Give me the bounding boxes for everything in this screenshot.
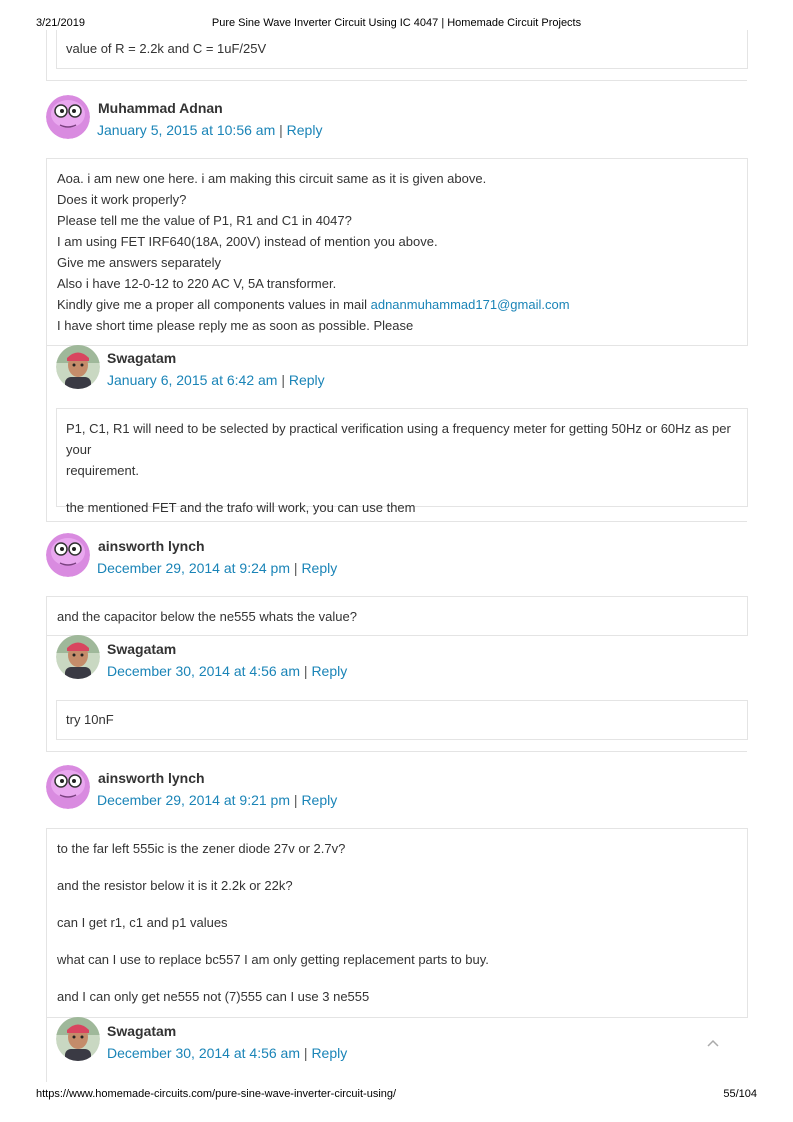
reply-date-link[interactable]: December 30, 2014 at 4:56 am: [107, 1045, 301, 1061]
avatar: [46, 95, 90, 139]
print-date: 3/21/2019: [36, 17, 85, 29]
reply-meta: [107, 663, 347, 679]
comment-paragraph: what can I use to replace bc557 I am only getting replacement parts to buy.: [57, 952, 489, 967]
reply-line: requirement.: [66, 463, 139, 478]
page-number: 55/104: [723, 1088, 757, 1100]
comment-author: ainsworth lynch: [98, 538, 205, 554]
reply-date-link[interactable]: January 6, 2015 at 6:42 am: [107, 372, 278, 388]
comment-date-link[interactable]: December 29, 2014 at 9:24 pm: [97, 560, 291, 576]
previous-comment-text: value of R = 2.2k and C = 1uF/25V: [66, 41, 267, 56]
meta-separator: |: [293, 560, 298, 576]
comment-meta: [97, 560, 337, 576]
comment-paragraph: and the resistor below it is it 2.2k or 22k?: [57, 878, 293, 893]
smiley-avatar-icon: [46, 95, 90, 139]
reply-line: P1, C1, R1 will need to be selected by practical verification using a frequency meter for getting 50Hz or 60Hz as per your: [66, 421, 731, 457]
comment-line: Please tell me the value of P1, R1 and C1 in 4047?: [57, 213, 352, 228]
meta-separator: |: [279, 122, 283, 138]
comment-meta: [97, 122, 322, 138]
comment-body: [57, 838, 489, 1007]
print-url: https://www.homemade-circuits.com/pure-sine-wave-inverter-circuit-using/: [36, 1088, 397, 1100]
meta-separator: |: [293, 792, 298, 808]
reply-line: the mentioned FET and the trafo will work, you can use them: [66, 500, 416, 515]
comment-line: Does it work properly?: [57, 192, 187, 207]
reply-link[interactable]: Reply: [301, 560, 338, 576]
reply-author: Swagatam: [107, 1023, 177, 1039]
reply-meta: [107, 1045, 347, 1061]
meta-separator: |: [303, 663, 308, 679]
reply-author: Swagatam: [107, 641, 177, 657]
comment-date-link[interactable]: December 29, 2014 at 9:21 pm: [97, 792, 291, 808]
scroll-to-top-button[interactable]: [706, 1036, 720, 1050]
reply-link[interactable]: Reply: [301, 792, 338, 808]
comment-author: ainsworth lynch: [98, 770, 205, 786]
user-photo-icon: [56, 1017, 100, 1061]
reply-author: Swagatam: [107, 350, 177, 366]
print-title: Pure Sine Wave Inverter Circuit Using IC 4047 | Homemade Circuit Projects: [211, 17, 582, 29]
reply-body: [66, 418, 741, 518]
author-avatar: [56, 635, 100, 679]
reply-body: try 10nF: [66, 712, 114, 727]
reply-link[interactable]: Reply: [286, 122, 323, 138]
email-link[interactable]: adnanmuhammad171@gmail.com: [370, 297, 570, 312]
comment-line: I am using FET IRF640(18A, 200V) instead of mention you above.: [57, 234, 438, 249]
smiley-avatar-icon: [46, 533, 90, 577]
comment-paragraph: to the far left 555ic is the zener diode 27v or 2.7v?: [57, 841, 346, 856]
reply-body-box: [56, 700, 748, 740]
comment-meta: [97, 792, 337, 808]
comment-paragraph: can I get r1, c1 and p1 values: [57, 915, 228, 930]
smiley-avatar-icon: [46, 765, 90, 809]
comment-line: [57, 294, 570, 315]
mail-prefix: Kindly give me a proper all components values in mail: [57, 297, 371, 312]
user-photo-icon: [56, 345, 100, 389]
comment-line: Aoa. i am new one here. i am making this circuit same as it is given above.: [57, 171, 487, 186]
comment-body: [57, 168, 570, 336]
meta-separator: |: [303, 1045, 308, 1061]
reply-link[interactable]: Reply: [311, 1045, 348, 1061]
reply-link[interactable]: Reply: [288, 372, 325, 388]
reply-date-link[interactable]: December 30, 2014 at 4:56 am: [107, 663, 301, 679]
avatar: [46, 765, 90, 809]
author-avatar: [56, 1017, 100, 1061]
comment-date-link[interactable]: January 5, 2015 at 10:56 am: [97, 122, 276, 138]
user-photo-icon: [56, 635, 100, 679]
avatar: [46, 533, 90, 577]
comment-line: Also i have 12-0-12 to 220 AC V, 5A transformer.: [57, 276, 337, 291]
chevron-up-icon: [706, 1036, 720, 1050]
meta-separator: |: [281, 372, 285, 388]
author-avatar: [56, 345, 100, 389]
comment-line: Give me answers separately: [57, 255, 222, 270]
comment-line: I have short time please reply me as soon as possible. Please: [57, 318, 414, 333]
comment-body: and the capacitor below the ne555 whats the value?: [57, 609, 357, 624]
comment-author: Muhammad Adnan: [98, 100, 223, 116]
reply-link[interactable]: Reply: [311, 663, 348, 679]
reply-meta: [107, 372, 325, 388]
comment-paragraph: and I can only get ne555 not (7)555 can I use 3 ne555: [57, 989, 370, 1004]
